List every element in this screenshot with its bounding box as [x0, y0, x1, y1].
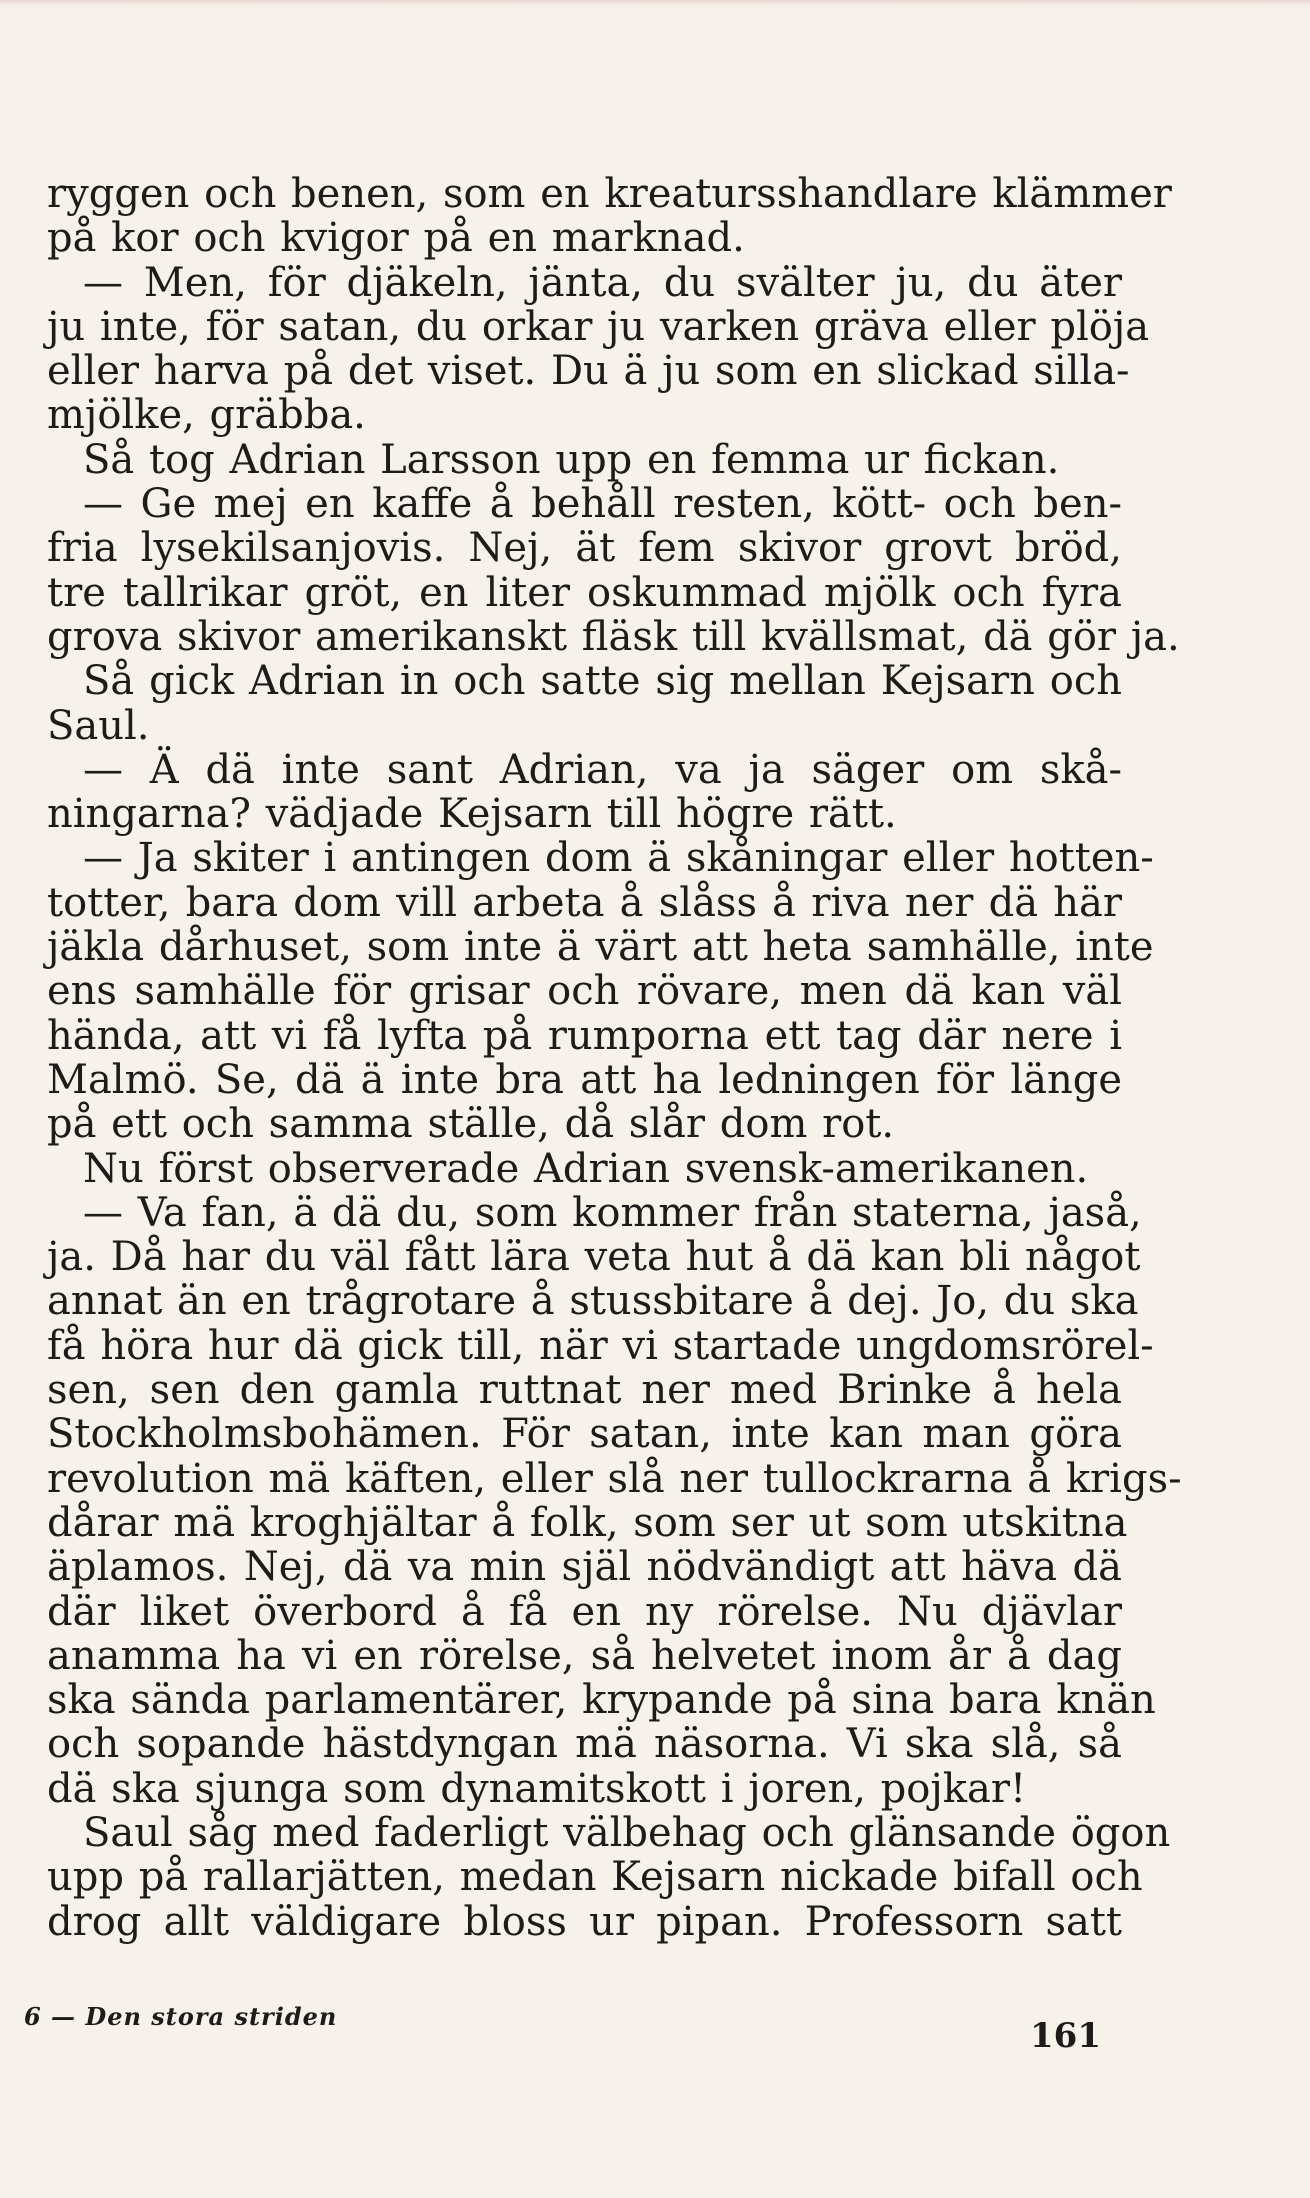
text-line: hända, att vi få lyfta på rumporna ett tag där nere i	[47, 1012, 1122, 1059]
text-line: få höra hur dä gick till, när vi startade ungdomsrörel-	[47, 1322, 1154, 1369]
text-line: anamma ha vi en rörelse, så helvetet inom år å dag	[47, 1632, 1122, 1679]
text-line: — Ä dä inte sant Adrian, va ja säger om skå-	[83, 746, 1122, 793]
text-line: Så tog Adrian Larsson upp en femma ur fickan.	[83, 436, 1060, 483]
text-line: — Men, för djäkeln, jänta, du svälter ju, du äter	[83, 259, 1122, 306]
text-line: ens samhälle för grisar och rövare, men dä kan väl	[47, 968, 1122, 1015]
text-line: där liket överbord å få en ny rörelse. Nu djävlar	[47, 1588, 1122, 1635]
text-line: Så gick Adrian in och satte sig mellan Kejsarn och	[83, 658, 1122, 705]
text-line: dårar mä kroghjältar å folk, som ser ut som utskitna	[47, 1499, 1128, 1546]
text-line: äplamos. Nej, dä va min själ nödvändigt att häva dä	[47, 1544, 1122, 1591]
text-line: jäkla dårhuset, som inte ä värt att heta samhälle, inte	[47, 924, 1154, 971]
text-line: Saul såg med faderligt välbehag och glänsande ögon	[83, 1809, 1171, 1856]
text-line: totter, bara dom vill arbeta å slåss å riva ner dä här	[47, 879, 1122, 926]
text-line: drog allt väldigare bloss ur pipan. Professorn satt	[47, 1898, 1122, 1945]
text-line: och sopande hästdyngan mä näsorna. Vi ska slå, så	[47, 1721, 1122, 1768]
text-line: revolution mä käften, eller slå ner tullockrarna å krigs-	[47, 1455, 1182, 1502]
text-line: — Ge mej en kaffe å behåll resten, kött- och ben-	[83, 481, 1122, 528]
body-text	[47, 171, 1182, 1945]
text-line: på kor och kvigor på en marknad.	[47, 215, 745, 262]
text-line: ja. Då har du väl fått lära veta hut å dä kan bli något	[47, 1234, 1141, 1281]
text-line: Stockholmsbohämen. För satan, inte kan man göra	[47, 1411, 1122, 1458]
text-line: ju inte, för satan, du orkar ju varken gräva eller plöja	[47, 303, 1150, 350]
text-line: Nu först observerade Adrian svensk-amerikanen.	[83, 1145, 1089, 1192]
text-line: fria lysekilsanjovis. Nej, ät fem skivor grovt bröd,	[47, 525, 1122, 572]
text-line: dä ska sjunga som dynamitskott i joren, pojkar!	[47, 1765, 1027, 1812]
text-line: mjölke, gräbba.	[47, 392, 366, 439]
text-line: — Ja skiter i antingen dom ä skåningar eller hotten-	[83, 835, 1154, 882]
text-line: eller harva på det viset. Du ä ju som en slickad silla-	[47, 348, 1130, 395]
text-line: Saul.	[47, 702, 150, 749]
text-line: — Va fan, ä dä du, som kommer från staterna, jaså,	[83, 1189, 1142, 1236]
text-line: Malmö. Se, dä ä inte bra att ha ledningen för länge	[47, 1056, 1122, 1103]
page-number: 161	[1030, 2016, 1101, 2056]
printer-signature: 6 — Den stora striden	[24, 2002, 338, 2031]
text-line: sen, sen den gamla ruttnat ner med Brinke å hela	[47, 1367, 1122, 1414]
text-line: ryggen och benen, som en kreatursshandlare klämmer	[47, 171, 1172, 217]
text-line: grova skivor amerikanskt fläsk till kvällsmat, dä gör ja.	[47, 613, 1180, 660]
text-line: tre tallrikar gröt, en liter oskummad mjölk och fyra	[47, 569, 1122, 616]
text-line: ska sända parlamentärer, krypande på sina bara knän	[47, 1677, 1156, 1724]
text-line: ningarna? vädjade Kejsarn till högre rätt.	[47, 791, 897, 838]
text-line: på ett och samma ställe, då slår dom rot.	[47, 1101, 895, 1148]
page-top-edge	[0, 0, 1310, 6]
text-line: upp på rallarjätten, medan Kejsarn nickade bifall och	[47, 1854, 1143, 1901]
text-line: annat än en trågrotare å stussbitare å dej. Jo, du ska	[47, 1278, 1139, 1325]
